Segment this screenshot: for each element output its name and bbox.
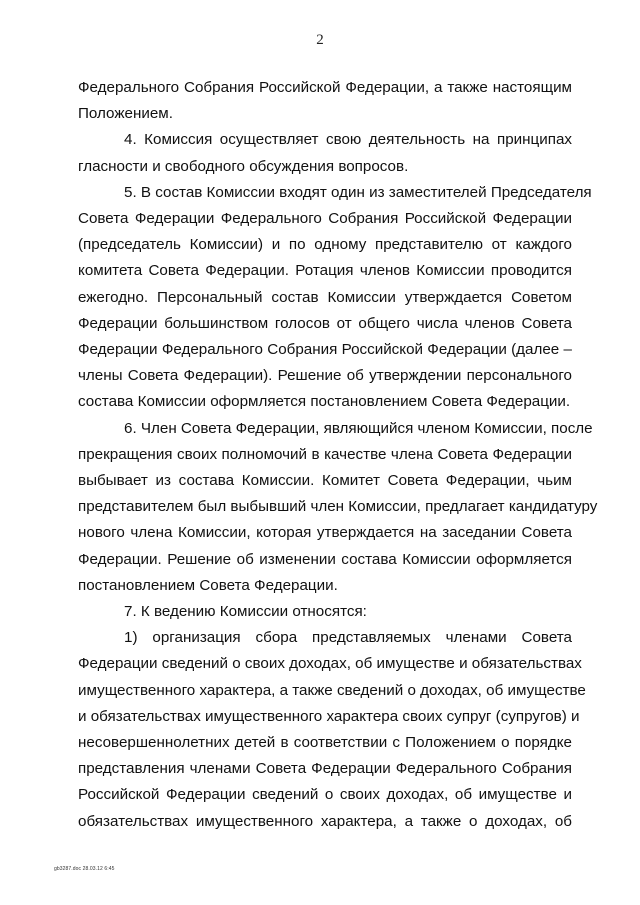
paragraph-item-5 [78, 180, 592, 416]
text-line: прекращения своих полномочий в качестве члена Совета Федерации [78, 445, 572, 463]
text-line: Федерации Федерального Собрания Российской Федерации (далее – [78, 341, 572, 359]
text-line: 5. В состав Комиссии входят один из заместителей Председателя [124, 183, 592, 201]
text-line: гласности и свободного обсуждения вопросов. [78, 157, 409, 175]
paragraph-item-6 [78, 416, 598, 599]
text-line: представителем был выбывший член Комиссии, предлагает кандидатуру [78, 498, 598, 516]
document-footer-code: gb3287.doc 28.03.12 6:45 [54, 866, 115, 872]
paragraph-item-7-1 [78, 625, 586, 835]
text-line: Российской Федерации сведений о своих доходах, об имуществе и [78, 786, 572, 804]
text-line: Совета Федерации Федерального Собрания Российской Федерации [78, 210, 572, 228]
text-line: Федерации. Решение об изменении состава Комиссии оформляется [78, 550, 572, 568]
text-line: комитета Совета Федерации. Ротация членов Комиссии проводится [78, 262, 572, 280]
text-line: нового члена Комиссии, которая утверждается на заседании Совета [78, 524, 572, 542]
text-line: члены Совета Федерации). Решение об утверждении персонального [78, 367, 572, 385]
page-number: 2 [316, 32, 324, 48]
text-line: имущественного характера, а также сведений о доходах, об имуществе [78, 681, 586, 699]
text-line: 1) организация сбора представляемых членами Совета [124, 629, 572, 647]
paragraph-item-7 [78, 599, 572, 625]
text-line: Положением. [78, 105, 173, 123]
text-line: и обязательствах имущественного характера своих супруг (супругов) и [78, 707, 580, 725]
text-line: Федерального Собрания Российской Федерации, а также настоящим [78, 79, 572, 96]
text-line: представления членами Совета Федерации Федерального Собрания [78, 760, 572, 778]
text-line: ежегодно. Персональный состав Комиссии утверждается Советом [78, 288, 572, 306]
document-body [78, 75, 598, 835]
paragraph-continued [78, 75, 572, 127]
text-line: выбывает из состава Комиссии. Комитет Совета Федерации, чьим [78, 472, 572, 490]
text-line: состава Комиссии оформляется постановлением Совета Федерации. [78, 393, 571, 411]
text-line: 7. К ведению Комиссии относятся: [124, 603, 367, 621]
text-line: несовершеннолетних детей в соответствии с Положением о порядке [78, 734, 572, 752]
text-line: 6. Член Совета Федерации, являющийся членом Комиссии, после [124, 419, 593, 437]
text-line: Федерации сведений о своих доходах, об имуществе и обязательствах [78, 655, 582, 673]
text-line: Федерации большинством голосов от общего числа членов Совета [78, 314, 572, 332]
text-line: постановлением Совета Федерации. [78, 576, 338, 594]
text-line: (председатель Комиссии) и по одному представителю от каждого [78, 236, 572, 254]
text-line: обязательствах имущественного характера, а также о доходах, об [78, 812, 572, 830]
paragraph-item-4 [78, 127, 572, 179]
text-line: 4. Комиссия осуществляет свою деятельность на принципах [124, 131, 572, 149]
